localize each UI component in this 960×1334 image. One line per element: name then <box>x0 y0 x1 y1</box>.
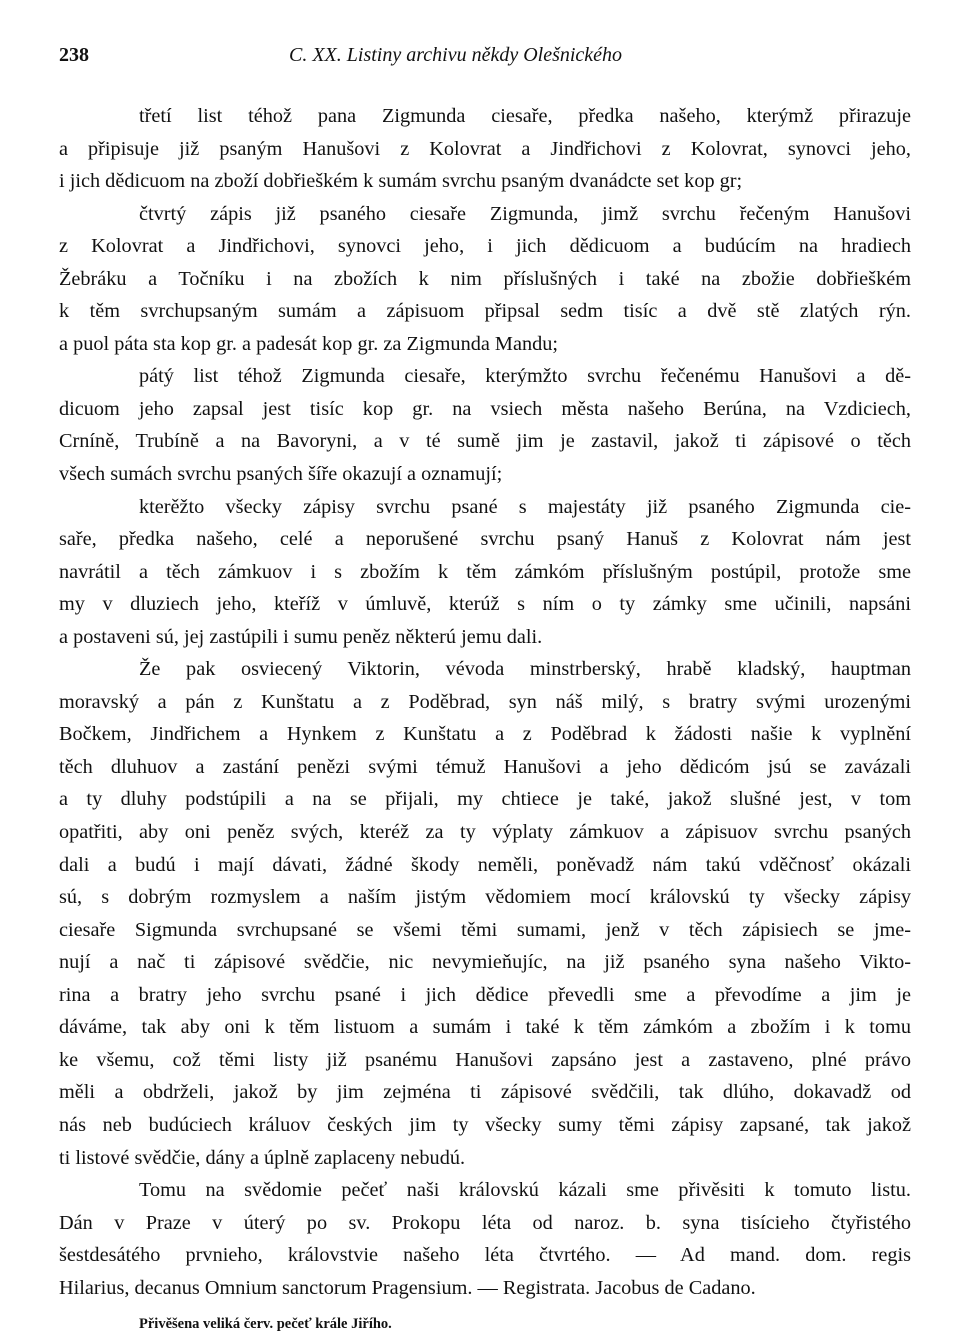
text-line: moravský a pán z Kunštatu a z Poděbrad, syn náš milý, s bratry svými urozenými <box>59 690 911 713</box>
text-line: Dán v Praze v úterý po sv. Prokopu léta od naroz. b. syna tisícieho čtyřistého <box>59 1211 911 1234</box>
running-head: C. XX. Listiny archivu někdy Olešnického <box>289 44 623 66</box>
paragraph <box>59 360 911 490</box>
document-page <box>59 40 911 1334</box>
text-line: my v dluziech jeho, kteříž v úmluvě, kterúž s ním o ty zámky sme učinili, napsáni <box>59 593 911 616</box>
paragraph <box>59 100 911 198</box>
text-line: a puol páta sta kop gr. a padesát kop gr. za Zigmunda Mandu; <box>59 332 559 355</box>
text-line: dali a budú i mají dávati, žádné škody neměli, poněvadž nám takú vděčnosť okázali <box>59 853 911 876</box>
text-line: rina a bratry jeho svrchu psané i jich dědice převedli sme a převodíme a jim je <box>59 983 911 1006</box>
text-line: nás neb budúciech králuov českých jim ty všecky sumy těmi zápisy zapsané, tak jakož <box>59 1113 911 1136</box>
text-line: sú, s dobrým rozmyslem a naším jistým vědomiem mocí královskú ty všecky zápisy <box>59 886 911 909</box>
paragraph <box>59 653 911 1174</box>
text-line: z Kolovrat a Jindřichovi, synovci jeho, i jich dědicuom a budúcím na hradiech <box>59 235 911 258</box>
text-line: kterěžto všecky zápisy svrchu psané s majestáty již psaného Zigmunda cie- <box>139 495 911 518</box>
text-line: měli a obdrželi, jakož by jim zejména ti zápisové svědčili, tak dlúho, dokavadž od <box>59 1081 911 1104</box>
text-line: Že pak osviecený Viktorin, vévoda minstrberský, hrabě kladský, hauptman <box>139 658 911 681</box>
text-line: Žebráku a Točníku i na zbožích k nim příslušných i také na zbožie dobřieškém <box>59 267 911 290</box>
text-line: ciesaře Sigmunda svrchupsané se všemi těmi sumami, jenž v těch zápisiech se jme- <box>59 918 911 941</box>
text-line: Hilarius, decanus Omnium sanctorum Pragensium. — Registrata. Jacobus de Cadano. <box>59 1276 756 1299</box>
paragraph <box>59 198 911 361</box>
text-line: a připisuje již psaným Hanušovi z Kolovrat a Jindřichovi z Kolovrat, synovci jeho, <box>59 137 911 160</box>
text-line: šestdesátého prvnieho, královstvie našeho léta čtvrtého. — Ad mand. dom. regis <box>59 1244 911 1267</box>
text-line: všech sumách svrchu psaných šíře okazují a oznamují; <box>59 463 503 486</box>
page-header <box>59 40 911 76</box>
page-number: 238 <box>59 44 89 66</box>
text-line: navrátil a těch zámkuov i s zbožím k těm zámkóm příslušným postúpil, protože sme <box>59 560 911 583</box>
text-line: nují a nač ti zápisové svědčie, nic nevymieňujíc, na již psaného syna našeho Vikto- <box>59 951 911 974</box>
text-line: pátý list téhož Zigmunda ciesaře, kterýmžto svrchu řečenému Hanušovi a dě- <box>139 365 911 388</box>
text-line: třetí list téhož pana Zigmunda ciesaře, předka našeho, kterýmž přirazuje <box>139 105 911 127</box>
text-line: a postaveni sú, jej zastúpili i sumu peněz některú jemu dali. <box>59 625 543 648</box>
text-line: a ty dluhy podstúpili a na se přijali, my chtiece je také, jakož slušné jest, v tom <box>59 788 911 811</box>
body-text <box>59 100 911 1304</box>
text-line: saře, předka našeho, celé a neporušené svrchu psaný Hanuš z Kolovrat nám jest <box>59 528 911 551</box>
text-line: Crníně, Trubíně a na Bavoryni, a v té sumě jim je zastavil, jakož ti zápisové o těch <box>59 430 911 453</box>
text-line: Tomu na svědomie pečeť naši královskú kázali sme přivěsiti k tomuto listu. <box>139 1179 911 1202</box>
text-line: čtvrtý zápis již psaného ciesaře Zigmunda, jimž svrchu řečeným Hanušovi <box>139 202 911 225</box>
text-line: k těm svrchupsaným sumám a zápisuom připsal sedm tisíc a dvě stě zlatých rýn. <box>59 300 911 323</box>
text-line: Bočkem, Jindřichem a Hynkem z Kunštatu a z Poděbrad k žádosti našie k vyplnění <box>59 723 911 746</box>
text-line: dáváme, tak aby oni k těm listuom a sumám i také k těm zámkóm a zbožím i k tomu <box>59 1016 911 1039</box>
footnote: Přivěšena veliká červ. pečeť krále Jiřího. <box>139 1316 392 1333</box>
text-line: ti listové svědčie, dány a úplně zaplaceny nebudú. <box>59 1146 466 1169</box>
text-line: ke všemu, což těmi listy již psanému Hanušovi zapsáno jest a zastaveno, plné právo <box>59 1048 911 1071</box>
text-line: i jich dědicuom na zboží dobřieškém k sumám svrchu psaným dvanádcte set kop gr; <box>59 170 743 193</box>
text-line: opatřiti, aby oni peněz svých, kteréž za ty výplaty zámkuov a zápisuov svrchu psaných <box>59 821 911 844</box>
paragraph <box>59 1174 911 1304</box>
text-line: dicuom jeho zapsal jest tisíc kop gr. na vsiech města našeho Berúna, na Vzdiciech, <box>59 397 911 420</box>
text-line: těch dluhuov a zastání penězi svými témuž Hanušovi a jeho dědicóm jsú se zavázali <box>59 755 911 778</box>
paragraph <box>59 491 911 654</box>
